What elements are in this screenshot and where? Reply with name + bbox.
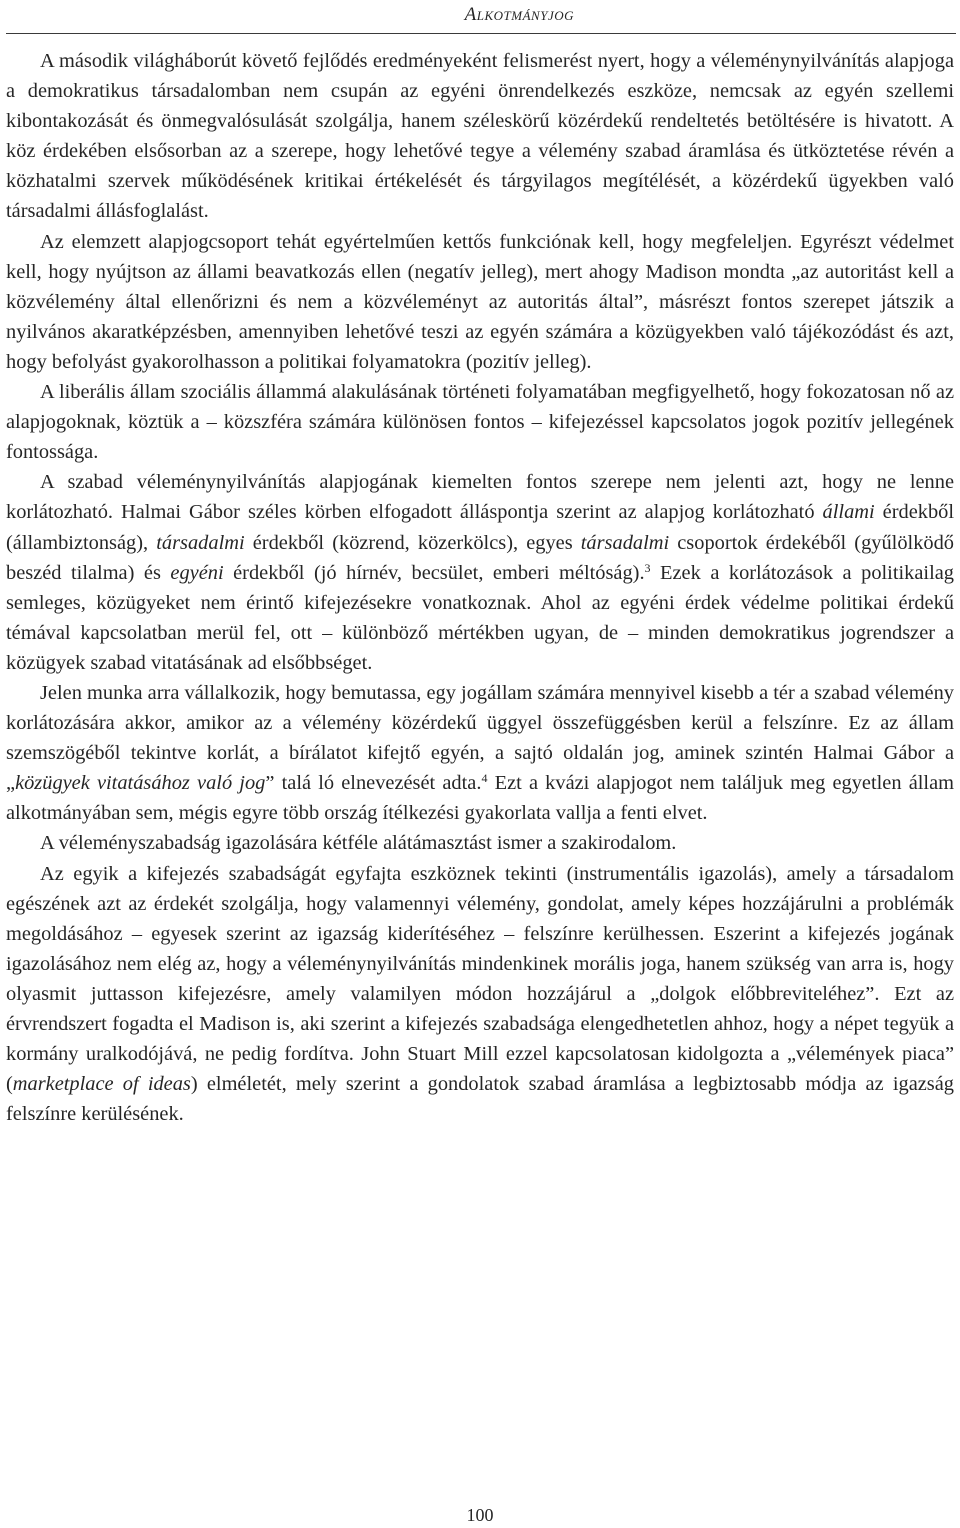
paragraph-2: Az elemzett alapjogcsoport tehát egyértelműen kettős funkciónak kell, hogy megfeleljen. Egyrészt védelmet kell, hogy nyújtson az állami beavatkozás ellen (negatív jelleg), mert ahogy Madison mondta „az autoritást kell a közvélemény által ellenőrizni és nem a közvéleményt az autoritás által”, másrészt fontos szerepet játszik a nyilvános akaratképzésben, amennyiben lehetővé teszi az egyén számára a közügyekben való tájékozódást és azt, hogy befolyást gyakorolhasson a politikai folyamatokra (pozitív jelleg).: [6, 230, 954, 373]
paragraph-5: Jelen munka arra vállalkozik, hogy bemutassa, egy jogállam számára mennyivel kisebb a tér a szabad vélemény korlátozására akkor, amikor az a vélemény közérdekű üggyel összefüggésben kerül a felszínre. Ez az állam szemszögéből tekintve korlát, a bírálatot kifejtő egyén, a sajtó oldalán jog, aminek szintén Halmai Gábor a „közügyek vitatásához való jog” talá ló elnevezését adta.$^4$ Ezt a kvázi alapjogot nem találjuk meg egyetlen állam alkotmányában sem, mégis egyre több ország ítélkezési gyakorlata vallja a fenti elvet.: [6, 681, 954, 825]
paragraph-7: Az egyik a kifejezés szabadságát egyfajta eszköznek tekinti (instrumentális igazolás), amely a társadalom egészének azt az érdekét szolgálja, hogy valamennyi vélemény, gondolat, amely képes hozzájárulni a problémák megoldásához – egyesek szerint az igazság kiderítéséhez – felszínre kerülhessen. Eszerint a kifejezés jogának igazolásához nem elég az, hogy a véleménynyilvánítás mindenkinek morális joga, hanem szükség van arra is, hogy olyasmit juttasson kifejezésre, amely valamilyen módon hozzájárul a „dolgok előbbreviteléhez”. Ezt az érvrendszert fogadta el Madison is, aki szerint a kifejezés szabadsága elengedhetetlen ahhoz, hogy a népet tegyük a kormány uralkodójává, ne pedig fordítva. John Stuart Mill ezzel kapcsolatosan kidolgozta a „vélemények piaca” (marketplace of ideas) elméletét, mely szerint a gondolatok szabad áramlása a legbiztosabb módja az igazság felszínre kerülésének.: [6, 862, 954, 1126]
footnote-ref-3: 3: [644, 560, 651, 575]
paragraph-4: A szabad véleménynyilvánítás alapjogának kiemelten fontos szerepe nem jelenti azt, hogy ne lenne korlátozható. Halmai Gábor széles körben elfogadott álláspontja szerint az alapjog korlátozható állami érdekből (állambiztonság), társadalmi érdekből (közrend, közerkölcs), egyes társadalmi csoportok érdekéből (gyűlölködő beszéd tilalma) és egyéni érdekből (jó hírnév, becsület, emberi méltóság).$^3$ Ezek a korlátozások a politikailag semleges, közügyeket nem érintő kifejezésekre vonatkoznak. Ahol az egyéni érdek védelme politikai érdekű témával kapcsolatban merül fel, ott – különböző mértékben ugyan, de – minden demokratikus jogrendszer a közügyek szabad vitatásának ad elsőbbséget.: [6, 471, 954, 674]
italic-marketplace: marketplace of ideas: [12, 1073, 191, 1096]
header-rule: [6, 33, 956, 34]
body-text: [6, 46, 954, 1129]
italic-tarsadalmi: társadalmi: [580, 531, 670, 554]
footnote-ref-4: 4: [481, 771, 488, 786]
running-head: Alkotmányjog: [464, 4, 574, 25]
paragraph-1: A második világháborút követő fejlődés eredményeként felismerést nyert, hogy a véleménynyilvánítás alapjoga a demokratikus társadalomban nem csupán az egyéni önrendelkezés eszköze, nemcsak az egyén szellemi kibontakozását és önmegvalósulását szolgálja, hanem széleskörű közérdekű rendeltetés betöltésére is hivatott. A köz érdekében elsősorban az a szerepe, hogy lehetővé tegye a vélemény szabad áramlása és ütköztetése révén a közhatalmi szervek működésének kritikai értékelését és tárgyilagos megítélését, a közérdekű ügyekben való társadalmi állásfoglalást.: [6, 50, 954, 223]
italic-tarsadalmi: társadalmi: [156, 531, 245, 554]
page-number: 100: [466, 1505, 494, 1525]
italic-allami: állami: [822, 501, 875, 524]
italic-egyeni: egyéni: [170, 561, 224, 584]
italic-phrase: közügyek vitatásához való jog: [15, 772, 266, 795]
paragraph-3: A liberális állam szociális állammá alakulásának történeti folyamatában megfigyelhető, hogy fokozatosan nő az alapjogoknak, köztük a – közszféra számára különösen fontos – kifejezéssel kapcsolatos jogok pozitív jellegének fontossága.: [6, 381, 954, 464]
paragraph-6: A véleményszabadság igazolására kétféle alátámasztást ismer a szakirodalom.: [40, 832, 677, 855]
